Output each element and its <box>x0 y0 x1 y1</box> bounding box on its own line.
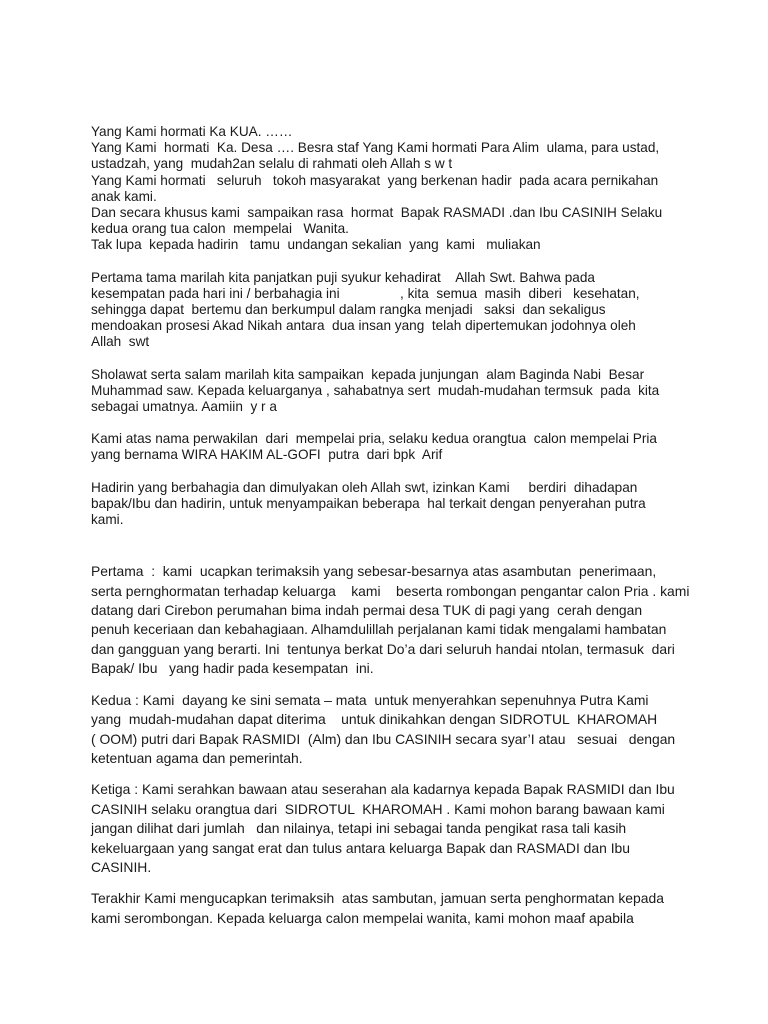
text-line: ( OOM) putri dari Bapak RASMIDI (Alm) dan Ibu CASINIH secara syar’I atau sesuai dengan <box>91 730 676 747</box>
text-line: Yang Kami hormati Ka. Desa …. Besra staf Yang Kami hormati Para Alim ulama, para ustad, <box>91 140 660 156</box>
text-line: bapak/Ibu dan hadirin, untuk menyampaikan beberapa hal terkait dengan penyerahan putra <box>91 495 646 511</box>
text-line: CASINIH selaku orangtua dari SIDROTUL KHAROMAH . Kami mohon barang bawaan kami <box>91 800 665 817</box>
second-point-paragraph <box>91 691 691 769</box>
text-line: jangan dilihat dari jumlah dan nilainya, tetapi ini sebagai tanda pengikat rasa tali kasih <box>91 820 627 837</box>
gratitude-paragraph <box>91 270 691 351</box>
text-line: anak kami. <box>91 188 157 204</box>
document-body <box>91 124 691 928</box>
speech-body-section <box>91 562 691 928</box>
text-line: yang bernama WIRA HAKIM AL-GOFI putra dari bpk Arif <box>91 447 443 463</box>
text-line: Tak lupa kepada hadirin tamu undangan sekalian yang kami muliakan <box>91 237 541 253</box>
introduction-paragraph <box>91 480 691 529</box>
paragraph-spacer <box>91 415 691 431</box>
text-line: Sholawat serta salam marilah kita sampaikan kepada junjungan alam Baginda Nabi Besar <box>91 366 645 382</box>
text-line: Terakhir Kami mengucapkan terimaksih atas sambutan, jamuan serta penghormatan kepada <box>91 890 664 907</box>
text-line: kekeluargaan yang sangat erat dan tulus antara keluarga Bapak dan RASMADI dan Ibu <box>91 839 631 856</box>
text-line: Dan secara khusus kami sampaikan rasa hormat Bapak RASMADI .dan Ibu CASINIH Selaku <box>91 205 663 221</box>
text-line: Yang Kami hormati Ka KUA. …… <box>91 124 293 139</box>
text-line: Yang Kami hormati seluruh tokoh masyarakat yang berkenan hadir pada acara pernikahan <box>91 172 659 188</box>
paragraph-spacer <box>91 877 691 889</box>
text-line: penuh keceriaan dan kebahagiaan. Alhamdulillah perjalanan kami tidak mengalami hambatan <box>91 621 667 638</box>
text-line: yang mudah-mudahan dapat diterima untuk dinikahkan dengan SIDROTUL KHAROMAH <box>91 711 658 728</box>
text-line: kesempatan pada hari ini / berbahagia ini , kita semua masih diberi kesehatan, <box>91 285 640 301</box>
text-line: Ketiga : Kami serahkan bawaan atau seserahan ala kadarnya kepada Bapak RASMIDI dan Ibu <box>91 781 675 798</box>
text-line: sebagai umatnya. Aamiin y r a <box>91 399 277 415</box>
text-line: Pertama tama marilah kita panjatkan puji syukur kehadirat Allah Swt. Bahwa pada <box>91 269 595 285</box>
text-line: Allah swt <box>91 334 150 350</box>
paragraph-spacer <box>91 679 691 691</box>
text-line: CASINIH. <box>91 858 152 875</box>
sholawat-paragraph <box>91 367 691 416</box>
text-line: Hadirin yang berbahagia dan dimulyakan oleh Allah swt, izinkan Kami berdiri dihadapan <box>91 479 638 495</box>
representative-paragraph <box>91 431 691 463</box>
text-line: kami. <box>91 512 124 528</box>
text-line: serta pernghormatan terhadap keluarga kami beserta rombongan pengantar calon Pria . kami <box>91 582 690 599</box>
text-line: Bapak/ Ibu yang hadir pada kesempatan ini. <box>91 660 374 677</box>
text-line: sehingga dapat bertemu dan berkumpul dalam rangka menjadi saksi dan sekaligus <box>91 302 606 318</box>
text-line: Muhammad saw. Kepada keluarganya , sahabatnya sert mudah-mudahan termsuk pada kita <box>91 382 660 398</box>
paragraph-spacer <box>91 528 691 562</box>
text-line: kami serombongan. Kepada keluarga calon mempelai wanita, kami mohon maaf apabila <box>91 909 634 926</box>
text-line: kedua orang tua calon mempelai Wanita. <box>91 221 349 237</box>
paragraph-spacer <box>91 351 691 367</box>
first-point-paragraph <box>91 562 691 678</box>
closing-paragraph <box>91 889 691 928</box>
text-line: mendoakan prosesi Akad Nikah antara dua insan yang telah dipertemukan jodohnya oleh <box>91 318 636 334</box>
paragraph-spacer <box>91 464 691 480</box>
text-line: ustadzah, yang mudah2an selalu di rahmati oleh Allah s w t <box>91 156 453 172</box>
paragraph-spacer <box>91 768 691 780</box>
text-line: datang dari Cirebon perumahan bima indah permai desa TUK di pagi yang cerah dengan <box>91 602 643 619</box>
text-line: Pertama : kami ucapkan terimaksih yang sebesar-besarnya atas asambutan penerimaan, <box>91 563 657 580</box>
text-line: Kedua : Kami dayang ke sini semata – mata untuk menyerahkan sepenuhnya Putra Kami <box>91 691 649 708</box>
text-line: Kami atas nama perwakilan dari mempelai pria, selaku kedua orangtua calon mempelai Pria <box>91 431 657 447</box>
text-line: ketentuan agama dan pemerintah. <box>91 749 303 766</box>
third-point-paragraph <box>91 780 691 877</box>
opening-greetings-paragraph <box>91 124 691 254</box>
paragraph-spacer <box>91 254 691 270</box>
text-line: dan gangguan yang berarti. Ini tentunya berkat Do’a dari seluruh handai ntolan, termasuk dari <box>91 640 675 657</box>
